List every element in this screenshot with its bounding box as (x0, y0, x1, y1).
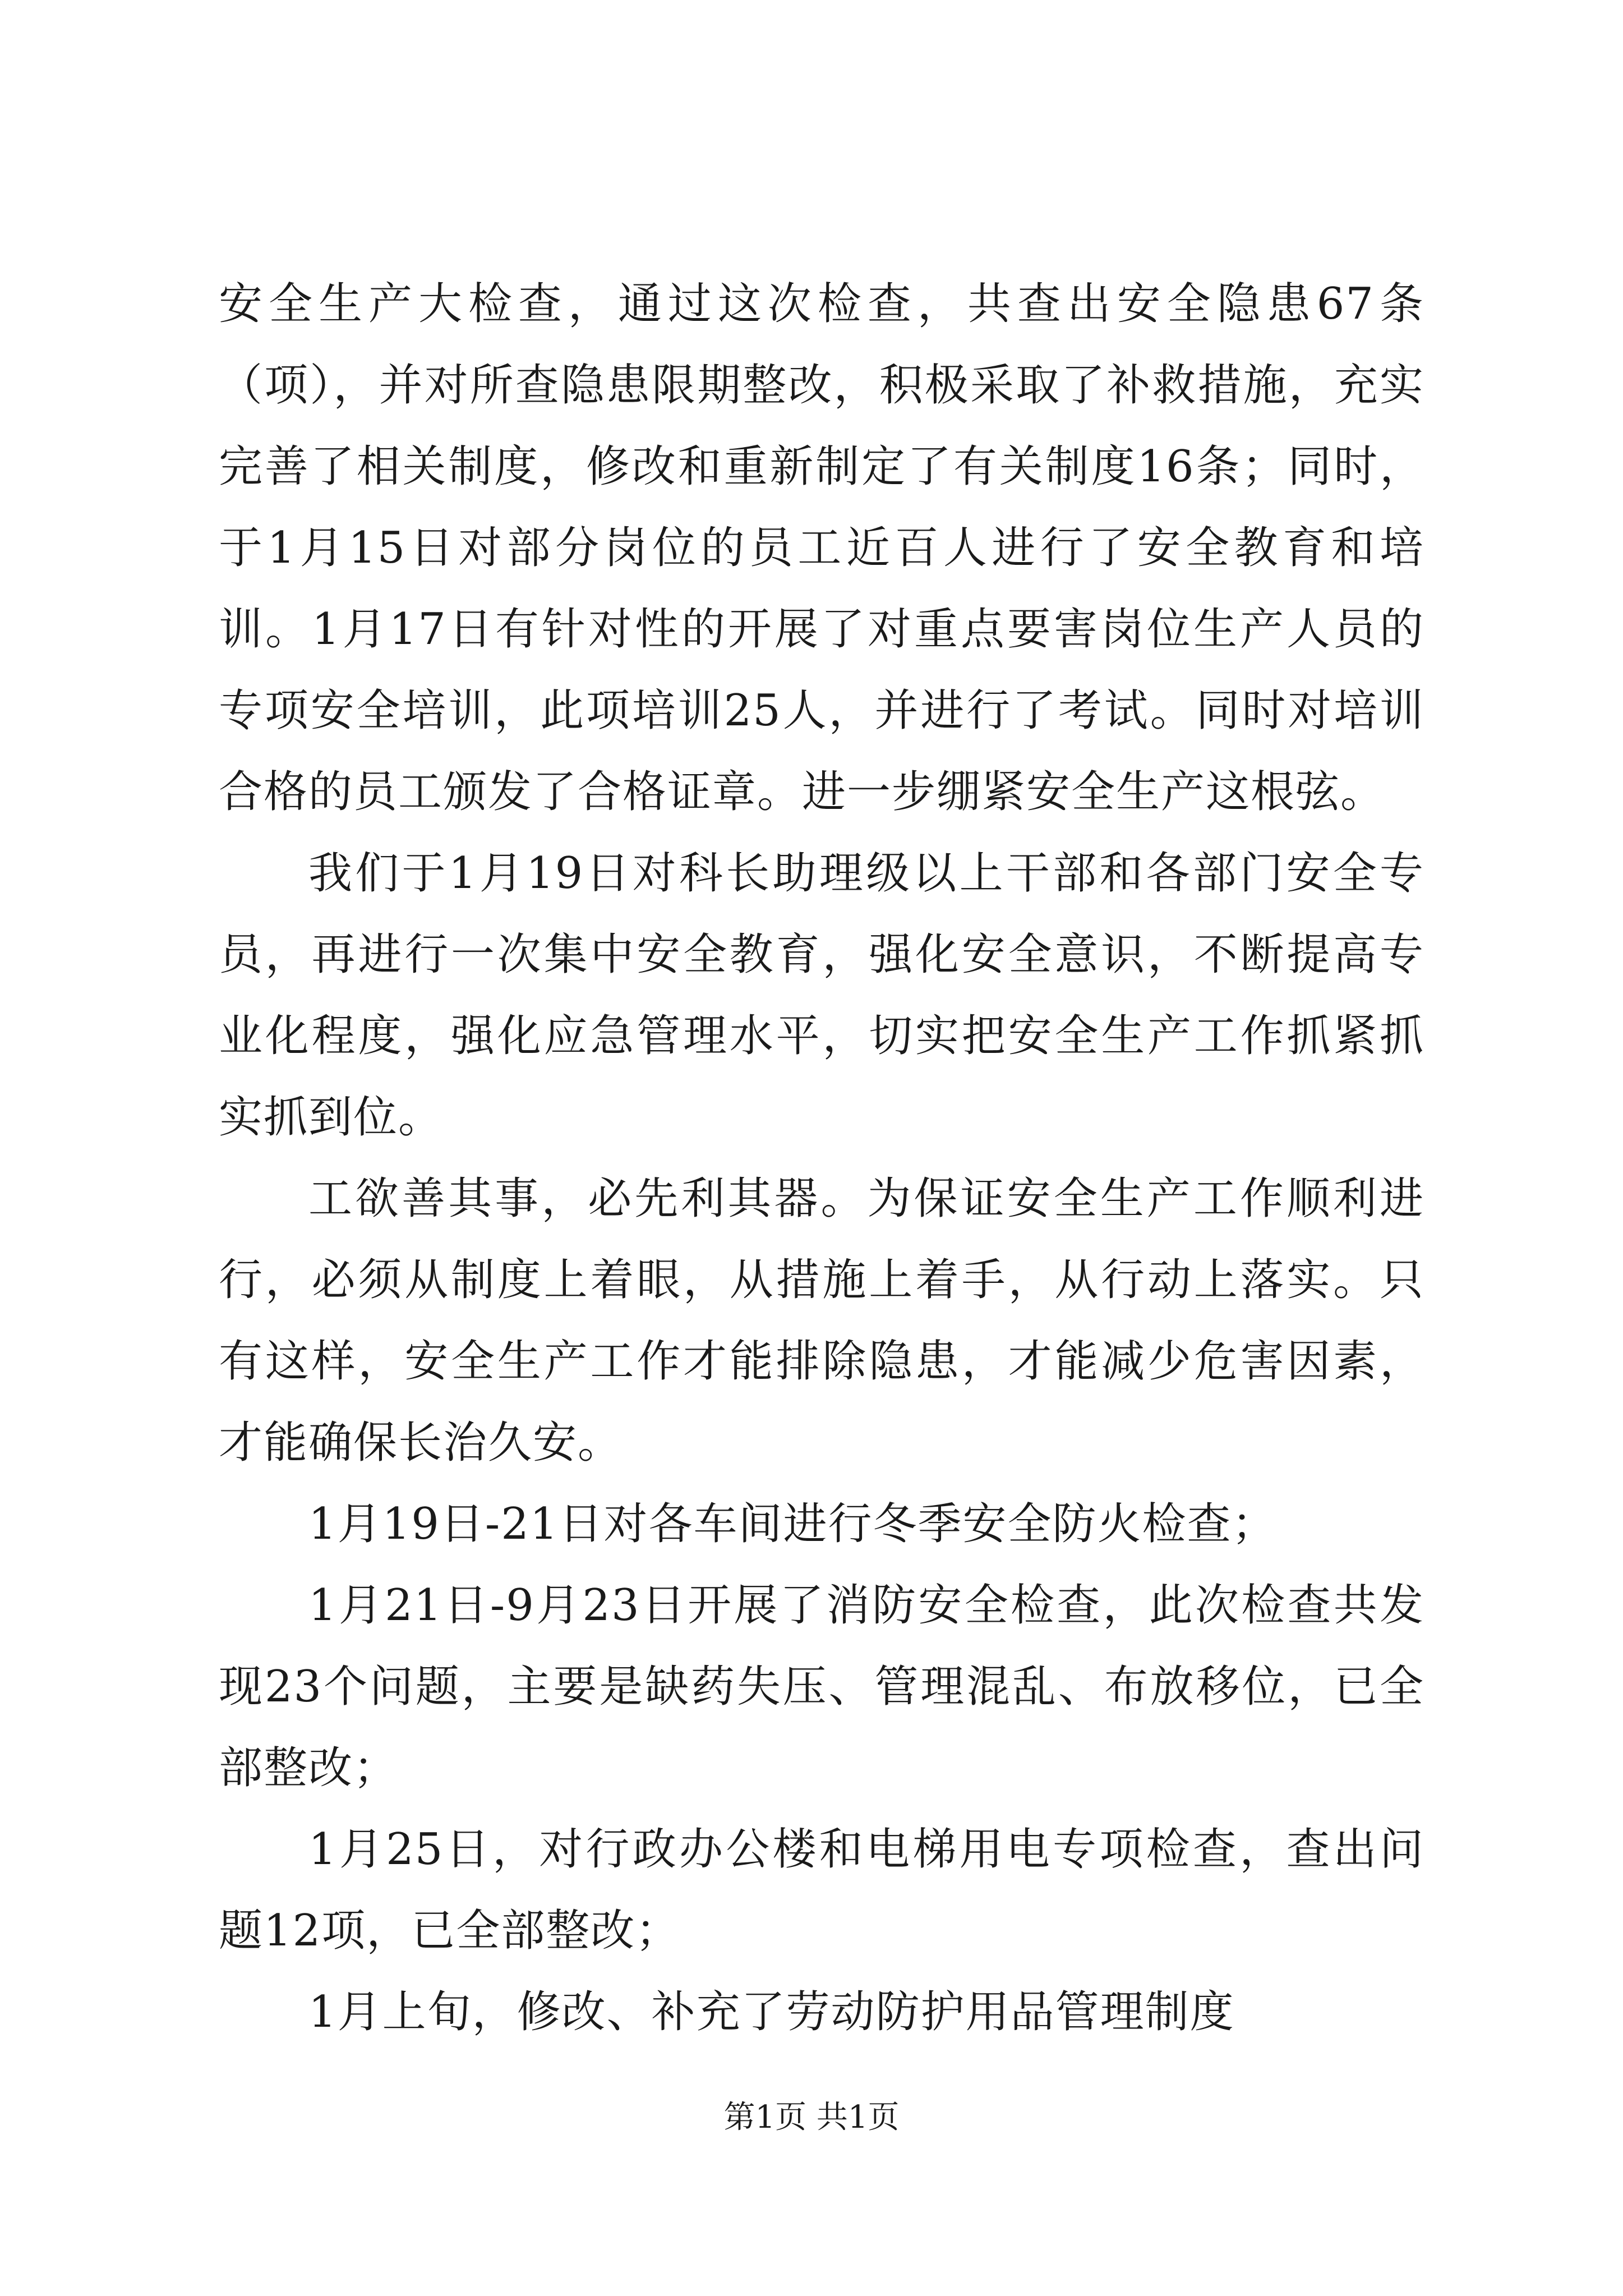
paragraph: 工欲善其事，必先利其器。为保证安全生产工作顺利进行，必须从制度上着眼，从措施上着手，从行动上落实。只有这样，安全生产工作才能排除隐患，才能减少危害因素，才能确保长治久安。 (219, 1174, 1424, 1468)
paragraph: 1月上旬，修改、补充了劳动防护用品管理制度 (308, 1987, 1235, 2037)
paragraph: 1月19日-21日对各车间进行冬季安全防火检查； (308, 1499, 1277, 1549)
document-body (219, 264, 1424, 2053)
paragraph: 安全生产大检查，通过这次检查，共查出安全隐患67条（项），并对所查隐患限期整改，积极采取了补救措施，充实完善了相关制度，修改和重新制定了有关制度16条；同时，于1月15日对部分岗位的员工近百人进行了安全教育和培训。1月17日有针对性的开展了对重点要害岗位生产人员的专项安全培训，此项培训25人，并进行了考试。同时对培训合格的员工颁发了合格证章。进一步绷紧安全生产这根弦。 (219, 279, 1424, 817)
paragraph: 1月21日-9月23日开展了消防安全检查，此次检查共发现23个问题，主要是缺药失压、管理混乱、布放移位，已全部整改； (219, 1580, 1424, 1793)
paragraph: 我们于1月19日对科长助理级以上干部和各部门安全专员，再进行一次集中安全教育，强化安全意识，不断提高专业化程度，强化应急管理水平，切实把安全生产工作抓紧抓实抓到位。 (219, 848, 1424, 1143)
page-number-footer: 第1页 共1页 (723, 2099, 900, 2136)
paragraph: 1月25日，对行政办公楼和电梯用电专项检查，查出问题12项，已全部整改； (219, 1824, 1424, 1956)
